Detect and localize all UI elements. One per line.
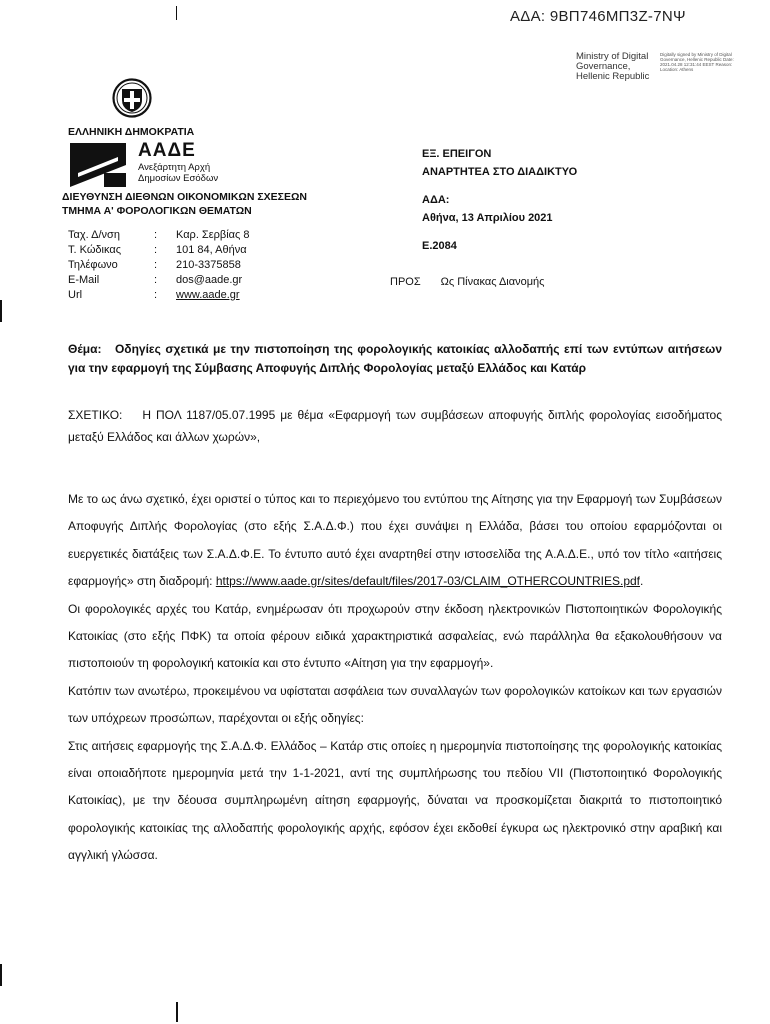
signature-line: Ministry of Digital [576,51,649,62]
republic-label: ΕΛΛΗΝΙΚΗ ΔΗΜΟΚΡΑΤΙΑ [68,126,195,138]
contact-key: Τ. Κώδικας [68,244,122,256]
greek-emblem-icon [112,78,152,118]
contact-key: Url [68,289,83,301]
contact-key: Τηλέφωνο [68,259,118,271]
subject [68,340,722,378]
contact-row [68,288,250,303]
contact-sep: : [154,244,158,256]
aade-logo-icon [70,143,126,187]
website-link[interactable]: www.aade.gr [176,289,240,301]
body-paragraph: Οι φορολογικές αρχές του Κατάρ, ενημέρωσαν ότι προχωρούν στην έκδοση ηλεκτρονικών Πιστοποιητικών Φορολογικής Κατοικίας (στο εξής ΠΦΚ) τα οποία φέρουν ειδικά χαρακτηριστικά ασφαλείας, ενώ παράλληλα θα εξακολουθήσουν να πιστοποιούν τη φορολογική κατοικία και στο έντυπο «Αίτηση για την εφαρμογή». [68,601,722,671]
contact-row [68,273,250,288]
recipient-label: ΠΡΟΣ [390,276,421,288]
document-body [68,486,722,870]
related-text: Η ΠΟΛ 1187/05.07.1995 με θέμα «Εφαρμογή των συμβάσεων αποφυγής διπλής φορολογίας εισοδήματος μεταξύ Ελλάδος και άλλων χωρών», [68,408,722,444]
scan-mark [0,964,2,986]
aade-subtitle [138,162,218,184]
right-header [422,145,577,255]
contact-value: 101 84, Αθήνα [176,244,247,256]
department-block [62,190,307,218]
contact-value: 210-3375858 [176,259,241,271]
subject-text: Οδηγίες σχετικά με την πιστοποίηση της φορολογικής κατοικίας αλλοδαπής επί των εντύπων αιτήσεων για την εφαρμογή της Σύμβασης Αποφυγής Διπλής Φορολογίας μεταξύ Ελλάδος και Κατάρ [68,342,722,375]
contact-table [68,228,250,303]
publish-label: ΑΝΑΡΤΗΤΕΑ ΣΤΟ ΔΙΑΔΙΚΤΥΟ [422,166,578,178]
ada-label: ΑΔΑ: [422,194,450,206]
subject-label: Θέμα: [68,342,102,356]
contact-sep: : [154,229,158,241]
body-paragraph [68,486,722,596]
signature-line: Governance, [576,61,631,72]
signature-line: Hellenic Republic [576,71,650,82]
contact-row [68,243,250,258]
contact-key: E-Mail [68,274,100,286]
recipient-value: Ως Πίνακας Διανομής [440,276,545,288]
ada-code: ΑΔΑ: 9ΒΠ746ΜΠ3Ζ-7ΝΨ [510,8,686,25]
contact-sep: : [154,274,158,286]
contact-value: Καρ. Σερβίας 8 [176,229,250,241]
email-link[interactable]: dos@aade.gr [176,274,243,286]
claim-form-link[interactable]: https://www.aade.gr/sites/default/files/2017-03/CLAIM_OTHERCOUNTRIES.pdf [215,574,641,589]
contact-key: Ταχ. Δ/νση [68,229,120,241]
related-reference [68,404,722,448]
department-name: ΔΙΕΥΘΥΝΣΗ ΔΙΕΘΝΩΝ ΟΙΚΟΝΟΜΙΚΩΝ ΣΧΕΣΕΩΝ [62,191,307,203]
recipient [390,276,544,288]
urgent-label: ΕΞ. ΕΠΕΙΓΟΝ [422,148,492,160]
aade-subtitle-line: Ανεξάρτητη Αρχή [138,162,211,173]
body-paragraph: Στις αιτήσεις εφαρμογής της Σ.Α.Δ.Φ. Ελλάδος – Κατάρ στις οποίες η ημερομηνία πιστοποίησης της φορολογικής κατοικίας είναι οποιαδήποτε ημερομηνία μετά την 1-1-2021, αντί της συμπλήρωσης του πεδίου VII (Πιστοποιητικό Φορολογικής Κατοικίας), με την δέουσα συμπληρωμένη αίτηση εφαρμογής, δύναται να προσκομίζεται διακριτά το πιστοποιητικό φορολογικής κατοικίας της αλλοδαπής φορολογικής αρχής, εφόσον έχει εκδοθεί έγκυρα ως ηλεκτρονικό στην αραβική και αγγλική γλώσσα. [68,738,722,863]
contact-row [68,228,250,243]
related-label: ΣΧΕΤΙΚΟ: [68,408,123,422]
section-name: ΤΜΗΜΑ Α' ΦΟΡΟΛΟΓΙΚΩΝ ΘΕΜΑΤΩΝ [62,205,252,217]
aade-subtitle-line: Δημοσίων Εσόδων [138,173,219,184]
signature-detail: Digitally signed by Ministry of Digital Governance, Hellenic Republic Date: 2021.04.28 12:31:44 EEST Reason: Location: Athens [660,52,734,72]
link-period: . [640,574,644,589]
paragraph-text: Με το ως άνω σχετικό, έχει οριστεί ο τύπος και το περιεχόμενο του εντύπου της Αίτησης για την Εφαρμογή των Συμβάσεων Αποφυγής Διπλής Φορολογίας (στο εξής Σ.Α.Δ.Φ.) που έχει συνάψει η Ελλάδα, βάσει του οποίου εφαρμόζονται οι ευεργετικές διατάξεις των Σ.Α.Δ.Φ.Ε. Το έντυπο αυτό έχει αναρτηθεί στην ιστοσελίδα της Α.Α.Δ.Ε., υπό τον τίτλο «αιτήσεις εφαρμογής» στη διαδρομή: [68,492,722,589]
signature-block [576,52,649,82]
date-label: Αθήνα, 13 Απριλίου 2021 [422,212,553,224]
scan-mark [176,6,177,20]
url-cell [176,288,250,303]
aade-name: ΑΑΔΕ [138,140,196,161]
scan-mark [176,1002,178,1022]
protocol-number: Ε.2084 [422,240,457,252]
contact-sep: : [154,289,158,301]
body-paragraph: Κατόπιν των ανωτέρω, προκειμένου να υφίσταται ασφάλεια των συναλλαγών των φορολογικών κατοίκων και των εργασιών των υπόχρεων προσώπων, παρέχονται οι εξής οδηγίες: [68,683,722,726]
scan-mark [0,300,2,322]
contact-info [68,228,250,303]
contact-row [68,258,250,273]
contact-sep: : [154,259,158,271]
